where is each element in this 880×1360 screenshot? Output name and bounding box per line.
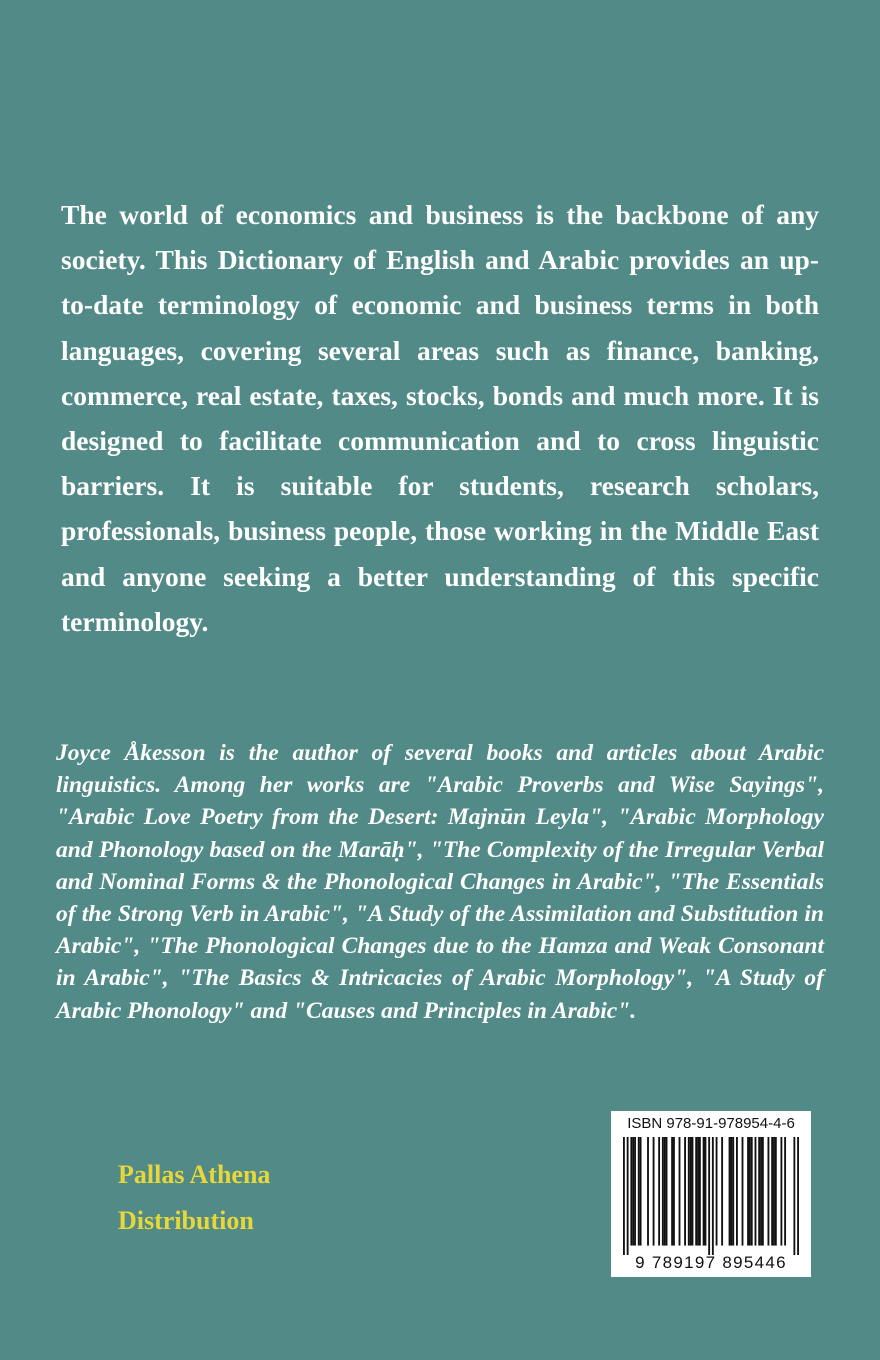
barcode-bar: [662, 1137, 664, 1246]
publisher-name: [118, 1152, 270, 1244]
barcode-bar: [736, 1137, 738, 1246]
barcode-bar: [705, 1137, 707, 1246]
barcode-bar: [632, 1137, 634, 1246]
barcode-bar: [730, 1137, 732, 1246]
barcode-bar: [729, 1137, 731, 1246]
barcode-bar: [708, 1137, 710, 1255]
barcode-bar: [758, 1137, 760, 1246]
barcode-bar: [671, 1137, 673, 1246]
isbn-label: ISBN 978-91-978954-4-6: [627, 1115, 795, 1132]
publisher-line-2: Distribution: [118, 1206, 254, 1235]
barcode-bar: [712, 1137, 714, 1255]
barcode-bar: [697, 1137, 699, 1246]
barcode-bar: [679, 1137, 681, 1246]
barcode-bar: [695, 1137, 697, 1246]
barcode-bar: [640, 1137, 642, 1246]
barcode-bar: [623, 1137, 625, 1255]
barcode-bars: [623, 1137, 799, 1255]
barcode-bar: [768, 1137, 770, 1246]
barcode-bar: [684, 1137, 686, 1246]
barcode-bar: [775, 1137, 777, 1246]
barcode-bar: [751, 1137, 753, 1246]
barcode-bar: [690, 1137, 692, 1246]
barcode-bar: [673, 1137, 675, 1246]
barcode-bar: [716, 1137, 718, 1246]
barcode-bar: [658, 1137, 660, 1246]
barcode-bar: [703, 1137, 705, 1246]
barcode-bar: [721, 1137, 723, 1246]
barcode-bar: [630, 1137, 632, 1246]
barcode-bar: [699, 1137, 701, 1246]
barcode-bar: [666, 1137, 668, 1246]
barcode-bar: [692, 1137, 694, 1246]
barcode-bar: [664, 1137, 666, 1246]
barcode-bar: [797, 1137, 799, 1255]
barcode-bar: [747, 1137, 749, 1246]
book-description: The world of economics and business is the backbone of any society. This Dictionary of English and Arabic provides an up-to-date terminology of economic and business terms in both languages, covering several areas such as finance, banking, commerce, real estate, taxes, stocks, bonds and much more. It is designed to facilitate communication and to cross linguistic barriers. It is suitable for students, research scholars, professionals, business people, those working in the Middle East and anyone seeking a better understanding of this specific terminology.: [61, 199, 819, 637]
barcode-bar: [653, 1137, 655, 1246]
barcode-bar: [647, 1137, 649, 1246]
barcode-bar: [773, 1137, 775, 1246]
barcode-bar: [780, 1137, 782, 1246]
barcode-bar: [688, 1137, 690, 1246]
barcode-bar: [742, 1137, 744, 1246]
barcode-bar: [760, 1137, 762, 1246]
ean-digits: 9 789197 895446: [635, 1253, 787, 1272]
barcode-bar: [784, 1137, 786, 1246]
barcode-bar: [762, 1137, 764, 1246]
barcode-bar: [755, 1137, 757, 1246]
author-biography: Joyce Åkesson is the author of several books and articles about Arabic linguistics. Among her works are "Arabic Proverbs and Wise Sayings", "Arabic Love Poetry from the Desert: Majnūn Leyla", "Arabic Morphology and Phonology based on the Marāḥ", "The Complexity of the Irregular Verbal and Nominal Forms & the Phonological Changes in Arabic", "The Essentials of the Strong Verb in Arabic", "A Study of the Assimilation and Substitution in Arabic", "The Phonological Changes due to the Hamza and Weak Consonant in Arabic", "The Basics & Intricacies of Arabic Morphology", "A Study of Arabic Phonology" and "Causes and Principles in Arabic".: [56, 740, 824, 1024]
barcode-bar: [732, 1137, 734, 1246]
barcode-bar: [793, 1137, 795, 1255]
barcode-bar: [749, 1137, 751, 1246]
barcode-bar: [627, 1137, 629, 1255]
barcode-bar: [771, 1137, 773, 1246]
barcode-bar: [634, 1137, 636, 1246]
isbn-barcode: [611, 1111, 811, 1277]
barcode-bar: [638, 1137, 640, 1246]
publisher-line-1: Pallas Athena: [118, 1160, 271, 1189]
